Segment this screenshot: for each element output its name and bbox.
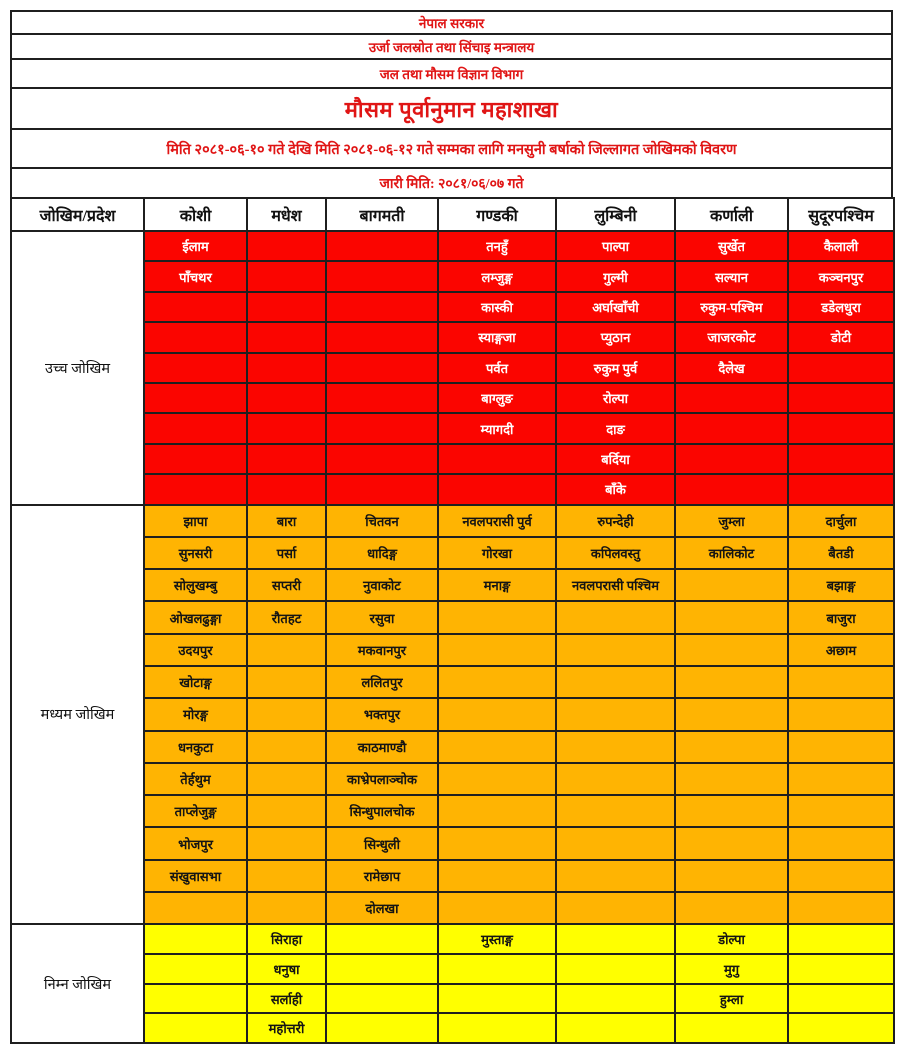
column-header-bagmati: बागमती [326,198,438,231]
empty-cell [144,1013,247,1043]
empty-cell [326,322,438,352]
district-cell: भक्तपुर [326,698,438,730]
empty-cell [438,984,556,1014]
empty-cell [788,698,894,730]
district-cell: रौतहट [247,601,326,633]
district-cell: खोटाङ्ग [144,666,247,698]
district-cell: रुपन्देही [556,505,675,537]
column-header-karnali: कर्णाली [675,198,788,231]
empty-cell [144,444,247,474]
empty-cell [438,860,556,892]
empty-cell [247,698,326,730]
district-cell: चितवन [326,505,438,537]
empty-cell [788,860,894,892]
empty-cell [438,666,556,698]
empty-cell [438,795,556,827]
empty-cell [788,827,894,859]
district-cell: नवलपरासी पश्चिम [556,569,675,601]
empty-cell [247,827,326,859]
empty-cell [247,892,326,924]
district-cell: रुकुम पुर्व [556,353,675,383]
empty-cell [144,924,247,954]
district-cell: लम्जुङ्ग [438,261,556,291]
district-cell: डोटी [788,322,894,352]
district-cell: डडेलधुरा [788,292,894,322]
district-cell: जुम्ला [675,505,788,537]
empty-cell [788,763,894,795]
table-row [11,795,894,827]
table-row [11,505,894,537]
issue-date-text: जारी मिति: २०८१/०६/०७ गते [10,167,893,199]
empty-cell [247,322,326,352]
ministry-title: उर्जा जलस्रोत तथा सिंचाइ मन्त्रालय [10,33,893,60]
district-cell: सर्लाही [247,984,326,1014]
district-cell: अर्घाखाँची [556,292,675,322]
district-cell: सुनसरी [144,537,247,569]
empty-cell [675,795,788,827]
district-cell: ओखलढुङ्गा [144,601,247,633]
empty-cell [788,413,894,443]
empty-cell [556,954,675,984]
district-cell: गुल्मी [556,261,675,291]
district-cell: रुकुम-पश्चिम [675,292,788,322]
empty-cell [675,413,788,443]
empty-cell [144,292,247,322]
district-cell: हुम्ला [675,984,788,1014]
empty-cell [438,601,556,633]
empty-cell [247,860,326,892]
empty-cell [326,383,438,413]
empty-cell [675,569,788,601]
empty-cell [438,444,556,474]
district-cell: कपिलवस्तु [556,537,675,569]
district-cell: धनुषा [247,954,326,984]
table-row [11,537,894,569]
column-header-risk-province: जोखिम/प्रदेश [11,198,144,231]
empty-cell [788,731,894,763]
district-cell: सिन्धुपालचोक [326,795,438,827]
column-header-sudurpashchim: सुदूरपश्चिम [788,198,894,231]
district-cell: जाजरकोट [675,322,788,352]
empty-cell [247,261,326,291]
empty-cell [788,892,894,924]
table-row [11,1013,894,1043]
district-cell: गोरखा [438,537,556,569]
empty-cell [247,731,326,763]
empty-cell [556,924,675,954]
risk-label-high: उच्च जोखिम [11,231,144,505]
district-cell: ईलाम [144,231,247,261]
district-cell: बाजुरा [788,601,894,633]
empty-cell [675,601,788,633]
empty-cell [326,292,438,322]
empty-cell [326,261,438,291]
empty-cell [326,474,438,504]
district-cell: रसुवा [326,601,438,633]
empty-cell [247,444,326,474]
empty-cell [675,634,788,666]
empty-cell [675,731,788,763]
column-header-row [11,198,894,231]
district-cell: डोल्पा [675,924,788,954]
district-cell: धनकुटा [144,731,247,763]
empty-cell [556,795,675,827]
empty-cell [556,827,675,859]
district-cell: नुवाकोट [326,569,438,601]
column-header-koshi: कोशी [144,198,247,231]
empty-cell [247,795,326,827]
district-cell: पाँचथर [144,261,247,291]
empty-cell [788,984,894,1014]
empty-cell [438,731,556,763]
empty-cell [788,444,894,474]
empty-cell [788,474,894,504]
empty-cell [438,892,556,924]
empty-cell [675,383,788,413]
empty-cell [144,954,247,984]
table-row [11,261,894,291]
empty-cell [144,353,247,383]
district-cell: दोलखा [326,892,438,924]
empty-cell [675,474,788,504]
district-cell: बझाङ्ग [788,569,894,601]
department-title: जल तथा मौसम विज्ञान विभाग [10,58,893,89]
risk-table-body [11,231,894,1043]
risk-label-low: निम्न जोखिम [11,924,144,1043]
empty-cell [438,698,556,730]
table-row [11,322,894,352]
empty-cell [326,413,438,443]
district-cell: कालिकोट [675,537,788,569]
empty-cell [247,666,326,698]
table-row [11,827,894,859]
table-row [11,634,894,666]
district-cell: ललितपुर [326,666,438,698]
table-row [11,569,894,601]
empty-cell [326,984,438,1014]
empty-cell [788,924,894,954]
empty-cell [675,860,788,892]
division-title: मौसम पूर्वानुमान महाशाखा [10,87,893,130]
district-cell: मुगु [675,954,788,984]
empty-cell [247,763,326,795]
empty-cell [326,924,438,954]
district-cell: मकवानपुर [326,634,438,666]
empty-cell [556,634,675,666]
empty-cell [144,413,247,443]
district-cell: सल्यान [675,261,788,291]
district-cell: बाग्लुङ [438,383,556,413]
empty-cell [247,474,326,504]
empty-cell [556,1013,675,1043]
empty-cell [556,601,675,633]
table-row [11,924,894,954]
district-cell: बैतडी [788,537,894,569]
empty-cell [144,383,247,413]
empty-cell [326,444,438,474]
district-cell: मुस्ताङ्ग [438,924,556,954]
district-cell: भोजपुर [144,827,247,859]
empty-cell [675,444,788,474]
district-cell: काभ्रेपलाञ्चोक [326,763,438,795]
district-cell: पर्वत [438,353,556,383]
district-cell: झापा [144,505,247,537]
table-row [11,231,894,261]
district-cell: रोल्पा [556,383,675,413]
district-cell: दाङ [556,413,675,443]
empty-cell [247,383,326,413]
empty-cell [144,892,247,924]
table-row [11,444,894,474]
empty-cell [556,892,675,924]
district-cell: धादिङ्ग [326,537,438,569]
district-cell: सोलुखम्बु [144,569,247,601]
empty-cell [326,353,438,383]
empty-cell [144,984,247,1014]
empty-cell [144,322,247,352]
district-cell: बारा [247,505,326,537]
empty-cell [788,795,894,827]
district-cell: कास्की [438,292,556,322]
empty-cell [675,666,788,698]
forecast-period-text: मिति २०८१-०६-१० गते देखि मिति २०८१-०६-१२ गते सम्मका लागि मनसुनी बर्षाको जिल्लागत जोखिमको विवरण [10,128,893,169]
district-cell: स्याङ्गजा [438,322,556,352]
district-cell: बर्दिया [556,444,675,474]
government-title: नेपाल सरकार [10,10,893,35]
empty-cell [326,231,438,261]
empty-cell [438,827,556,859]
table-row [11,892,894,924]
empty-cell [788,353,894,383]
district-cell: मोरङ्ग [144,698,247,730]
district-cell: प्युठान [556,322,675,352]
empty-cell [326,1013,438,1043]
empty-cell [675,763,788,795]
empty-cell [438,1013,556,1043]
district-cell: तनहुँ [438,231,556,261]
district-cell: सिन्धुली [326,827,438,859]
empty-cell [556,731,675,763]
empty-cell [438,954,556,984]
table-row [11,666,894,698]
empty-cell [788,954,894,984]
empty-cell [788,383,894,413]
table-row [11,954,894,984]
empty-cell [788,666,894,698]
empty-cell [438,474,556,504]
district-cell: ताप्लेजुङ्ग [144,795,247,827]
district-cell: दैलेख [675,353,788,383]
table-row [11,474,894,504]
empty-cell [144,474,247,504]
empty-cell [675,1013,788,1043]
table-row [11,601,894,633]
district-cell: संखुवासभा [144,860,247,892]
empty-cell [247,353,326,383]
column-header-lumbini: लुम्बिनी [556,198,675,231]
table-row [11,731,894,763]
district-cell: मनाङ्ग [438,569,556,601]
district-risk-table [10,197,895,1044]
table-row [11,698,894,730]
empty-cell [247,634,326,666]
table-row [11,763,894,795]
table-row [11,353,894,383]
empty-cell [438,634,556,666]
empty-cell [438,763,556,795]
district-cell: अछाम [788,634,894,666]
table-row [11,292,894,322]
empty-cell [675,698,788,730]
district-cell: पाल्पा [556,231,675,261]
empty-cell [556,666,675,698]
empty-cell [675,827,788,859]
column-header-gandaki: गण्डकी [438,198,556,231]
empty-cell [247,231,326,261]
table-row [11,860,894,892]
district-cell: रामेछाप [326,860,438,892]
district-cell: सुर्खेत [675,231,788,261]
empty-cell [556,984,675,1014]
empty-cell [247,292,326,322]
district-cell: महोत्तरी [247,1013,326,1043]
empty-cell [556,860,675,892]
district-cell: बाँके [556,474,675,504]
district-cell: तेर्हथुम [144,763,247,795]
district-cell: सप्तरी [247,569,326,601]
column-header-madhesh: मधेश [247,198,326,231]
table-row [11,383,894,413]
district-cell: नवलपरासी पुर्व [438,505,556,537]
title-block [10,10,893,199]
empty-cell [556,698,675,730]
empty-cell [326,954,438,984]
table-row [11,984,894,1014]
table-row [11,413,894,443]
empty-cell [556,763,675,795]
empty-cell [788,1013,894,1043]
risk-label-medium: मध्यम जोखिम [11,505,144,925]
district-cell: कञ्चनपुर [788,261,894,291]
district-cell: काठमाण्डौ [326,731,438,763]
district-cell: उदयपुर [144,634,247,666]
district-cell: दार्चुला [788,505,894,537]
empty-cell [675,892,788,924]
district-cell: म्यागदी [438,413,556,443]
district-cell: कैलाली [788,231,894,261]
district-cell: सिराहा [247,924,326,954]
empty-cell [247,413,326,443]
district-cell: पर्सा [247,537,326,569]
